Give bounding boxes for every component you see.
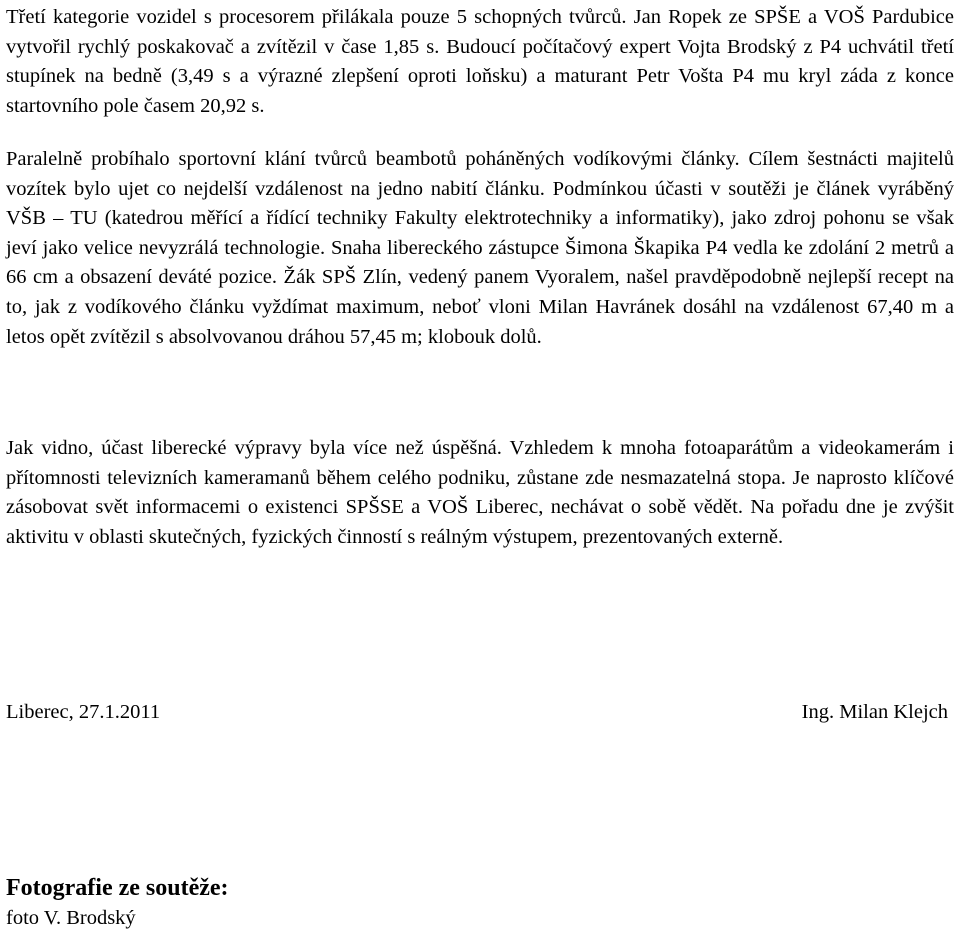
signature-name: Ing. Milan Klejch (801, 701, 948, 723)
photo-credit: foto V. Brodský (6, 907, 136, 929)
paragraph-hydrogen-beambots: Paralelně probíhalo sportovní klání tvůrců beambotů poháněných vodíkovými články. Cílem šestnácti majitelů vozítek bylo ujet co nejdelší vzdálenost na jedno nabití článku. Podmínkou účasti v soutěži je článek vyráběný VŠB – TU (katedrou měřící a řídící techniky Fakulty elektrotechniky a informatiky), jako zdroj pohonu se však jeví jako velice nevyzrálá technologie. Snaha libereckého zástupce Šimona Škapika P4 vedla ke zdolání 2 metrů a 66 cm a obsazení deváté pozice. Žák SPŠ Zlín, vedený panem Vyoralem, našel pravděpodobně nejlepší recept na to, jak z vodíkového článku vyždímat maximum, neboť vloni Milan Havránek dosáhl na vzdálenost 67,40 m a letos opět zvítězil s absolvovanou dráhou 57,45 m; klobouk dolů. (6, 148, 954, 348)
photo-section-heading: Fotografie ze soutěže: (6, 875, 229, 901)
place-date: Liberec, 27.1.2011 (6, 701, 161, 723)
paragraph-conclusion: Jak vidno, účast liberecké výpravy byla více než úspěšná. Vzhledem k mnoha fotoaparátům a videokamerám i přítomnosti televizních kameramanů během celého podniku, zůstane zde nesmazatelná stopa. Je naprosto klíčové zásobovat svět informacemi o existenci SPŠSE a VOŠ Liberec, nechávat o sobě vědět. Na pořadu dne je zvýšit aktivitu v oblasti skutečných, fyzických činností s reálným výstupem, prezentovaných externě. (6, 437, 954, 548)
paragraph-vehicles-with-processor: Třetí kategorie vozidel s procesorem přilákala pouze 5 schopných tvůrců. Jan Ropek ze SPŠE a VOŠ Pardubice vytvořil rychlý poskakovač a zvítězil v čase 1,85 s. Budoucí počítačový expert Vojta Brodský z P4 uchvátil třetí stupínek na bedně (3,49 s a výrazné zlepšení oproti loňsku) a maturant Petr Vošta P4 mu kryl záda z konce startovního pole časem 20,92 s. (6, 6, 954, 117)
signature-row (6, 698, 948, 728)
